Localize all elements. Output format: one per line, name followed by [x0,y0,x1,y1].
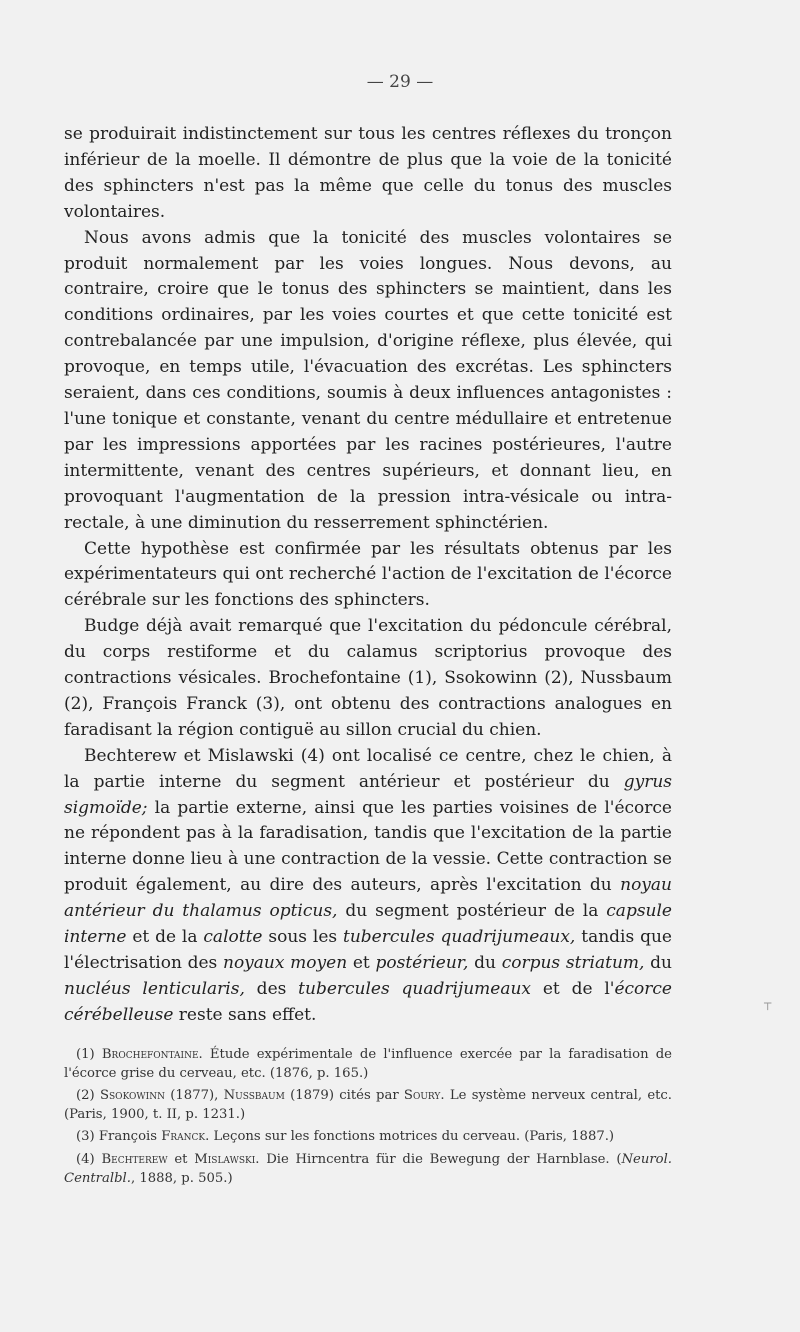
footnote-3 [64,1128,672,1147]
italic-run: tubercules quadrijumeaux [298,978,532,999]
smallcaps-run: Ssokowinn [99,1088,165,1104]
text-run: du [644,953,672,973]
text-run: du segment postérieur de la [337,901,607,922]
text-run: (1879) cités par [284,1088,404,1104]
text-run: (4) [76,1151,102,1167]
text-run: des [244,978,299,999]
text-run: et [167,1151,195,1167]
text-run: (1877), [164,1088,224,1104]
italic-run: Neurol. Centralbl. [64,1151,672,1186]
text-run: , 1888, p. 505.) [130,1170,233,1186]
paragraph-3 [64,537,672,615]
italic-run: gyrus sigmoïde; [64,771,672,818]
italic-run: corpus striatum, [501,953,645,973]
text-run: Cette hypothèse est confirmée par les résultats obtenus par les expérimentateurs qui ont recherché l'action de l'excitation de l'écorce cérébrale sur les fonctions des sphincters. [64,538,672,611]
text-run: Bechterew et Mislawski (4) ont localisé ce centre, chez le chien, à la partie interne du segment antérieur et postérieur du [64,745,672,792]
italic-run: postérieur, [375,953,469,973]
text-run: . Leçons sur les fonctions motrices du cerveau. (Paris, 1887.) [205,1129,615,1145]
italic-run: calotte [203,927,263,948]
italic-run: tubercules quadrijumeaux, [343,927,576,948]
smallcaps-run: Brochefontaine [101,1047,199,1062]
text-run: sous les [262,927,344,948]
text-run: (1) [76,1047,102,1062]
footnote-1 [64,1046,672,1083]
smallcaps-run: Nussbaum [223,1088,285,1104]
italic-run: nucléus lenticularis, [64,978,245,999]
margin-mark: ┬ [764,996,772,1010]
paragraph-2 [64,226,672,537]
paragraph-4 [64,614,672,744]
text-run: . Le système nerveux central, etc. (Paris, 1900, t. II, p. 1231.) [64,1088,673,1122]
text-run: et de l' [531,978,615,999]
smallcaps-run: Soury [403,1088,441,1104]
text-run: reste sans effet. [173,1004,317,1025]
smallcaps-run: Mislawski [194,1151,256,1167]
body-text [64,122,672,1029]
text-run: tandis que l'électrisation des [64,927,672,973]
text-run: se produirait indistinctement sur tous les centres réflexes du tronçon inférieur de la moelle. Il démontre de plus que la voie de la tonicité des sphincters n'est pas la même que celle du tonus des muscles volontaires. [64,124,672,222]
smallcaps-run: Franck [161,1129,206,1145]
text-run: du [468,953,502,973]
text-run: (3) François [76,1129,162,1145]
text-run: . Étude expérimentale de l'influence exercée par la faradisation de l'écorce grise du cerveau, etc. (1876, p. 165.) [64,1047,672,1081]
text-run: Budge déjà avait remarqué que l'excitation du pédoncule cérébral, du corps restiforme et du calamus scriptorius provoque des contractions vésicales. Brochefontaine (1), Ssokowinn (2), Nussbaum (2), François Franck (3), ont obtenu des contractions analogues en faradisant la région contiguë au sillon crucial du chien. [64,616,672,740]
footnote-2 [64,1087,672,1124]
italic-run: noyau antérieur du thalamus opticus, [64,875,672,922]
paragraph-5 [64,744,672,1029]
text-run: Nous avons admis que la tonicité des muscles volontaires se produit normalement par les voies longues. Nous devons, au contraire, croire que le tonus des sphincters se maintient, dans les conditions ordinaires, par les voies courtes et que cette tonicité est contrebalancée par une impulsion, d'origine réflexe, plus élevée, qui provoque, en temps utile, l'évacuation des excrétas. Les sphincters seraient, dans ces conditions, soumis à deux influences antagonistes : l'une tonique et constante, venant du centre médullaire et entretenue par les impressions apportées par les racines postérieures, l'autre intermittente, venant des centres supérieurs, et donnant lieu, en provoquant l'augmentation de la pression intra-vésicale ou intra-rectale, à une diminution du resserrement sphinctérien. [64,227,672,533]
text-run: et [347,953,376,973]
text-run: . Die Hirncentra für die Bewegung der Harnblase. ( [255,1151,622,1167]
italic-run: écorce cérébelleuse [64,978,672,1025]
text-run: la partie externe, ainsi que les parties voisines de l'écorce ne répondent pas à la faradisation, tandis que l'excitation de la partie interne donne lieu à une contraction de la vessie. Cette contraction se produit également, au dire des auteurs, après l'excitation du [64,797,672,896]
footnotes [64,1046,672,1192]
paragraph-1 [64,122,672,226]
italic-run: capsule interne [64,901,672,948]
text-run: et de la [126,927,204,948]
page-number: — 29 — [366,72,434,92]
smallcaps-run: Bechterew [101,1151,168,1167]
italic-run: noyaux moyen [223,953,348,973]
footnote-4 [64,1151,672,1188]
text-run: (2) [76,1088,100,1104]
